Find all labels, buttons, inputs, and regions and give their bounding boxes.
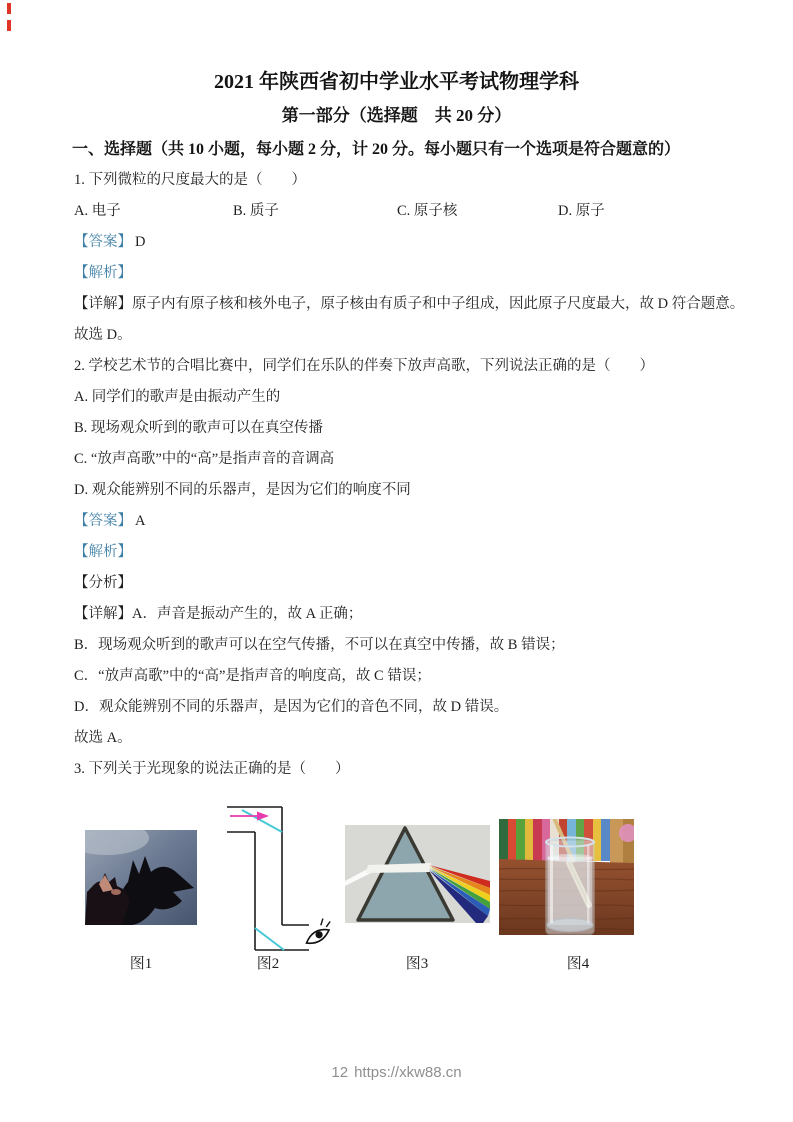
q1-option-d: D. 原子 [558, 203, 605, 219]
light-arrow [230, 812, 269, 821]
periscope-diagram [226, 804, 332, 954]
analysis-label: 【解析】 [74, 544, 132, 560]
section-heading: 一、选择题（共 10 小题，每小题 2 分，计 20 分。每小题只有一个选项是符合题意的） [72, 141, 681, 158]
part-heading: 第一部分（选择题 共 20 分） [281, 106, 512, 125]
chopstick-in-water-photo [499, 819, 634, 935]
mirror-lines [242, 810, 284, 950]
figure3-caption: 图3 [405, 956, 429, 972]
figure4-caption: 图4 [566, 956, 590, 972]
q2-detail-d: D．观众能辨别不同的乐器声，是因为它们的音色不同，故 D 错误。 [74, 699, 509, 715]
q2-answer-line [74, 506, 751, 537]
q3-stem: 3. 下列关于光现象的说法正确的是（ ） [74, 761, 350, 777]
q2-option-d: D. 观众能辨别不同的乐器声，是因为它们的响度不同 [74, 482, 411, 498]
figure2-caption: 图2 [256, 956, 280, 972]
document-body [0, 165, 793, 785]
page-title: 2021 年陕西省初中学业水平考试物理学科 [214, 71, 579, 93]
q2-analysis-line [74, 537, 751, 568]
q1-option-c: C. 原子核 [397, 203, 458, 219]
q2-stem: 2. 学校艺术节的合唱比赛中，同学们在乐队的伴奏下放声高歌，下列说法正确的是（ ） [74, 358, 654, 374]
q2-option-c: C. “放声高歌”中的“高”是指声音的音调高 [74, 451, 335, 467]
periscope-image [226, 804, 332, 954]
page-footer [0, 1063, 793, 1083]
q2-conclusion: 故选 A。 [74, 730, 132, 746]
q1-options-row [74, 196, 751, 227]
red-stamp-icon [7, 20, 11, 31]
prism-image [345, 825, 490, 923]
q2-fenxi-line: 【分析】 [74, 575, 132, 591]
water-glass [546, 838, 594, 935]
q2-detail-b: B．现场观众听到的歌声可以在空气传播，不可以在真空中传播，故 B 错误； [74, 637, 565, 653]
answer-label: 【答案】 [74, 513, 132, 529]
q1-detail: 【详解】原子内有原子核和核外电子，原子核由有质子和中子组成，因此原子尺度最大，故 D 符合题意。 [74, 296, 745, 312]
footer-url: https://xkw88.cn [354, 1064, 462, 1081]
glass-image [499, 819, 634, 935]
q1-option-a: A. 电子 [74, 203, 121, 219]
figure1-caption: 图1 [129, 956, 153, 972]
analysis-label: 【解析】 [74, 265, 132, 281]
answer-label: 【答案】 [74, 234, 132, 250]
prism-dispersion-photo [345, 825, 490, 923]
q2-detail-a: 【详解】A．声音是振动产生的，故 A 正确； [74, 606, 363, 622]
eye-icon [300, 916, 332, 947]
page-number: 12 [331, 1064, 349, 1081]
q1-analysis-line [74, 258, 751, 289]
q2-detail-c: C．“放声高歌”中的“高”是指声音的响度高，故 C 错误； [74, 668, 431, 684]
q2-option-a: A. 同学们的歌声是由振动产生的 [74, 389, 281, 405]
q1-conclusion: 故选 D。 [74, 327, 132, 343]
q1-stem: 1. 下列微粒的尺度最大的是（ ） [74, 172, 306, 188]
q2-option-b: B. 现场观众听到的歌声可以在真空传播 [74, 420, 323, 436]
q1-answer-line [74, 227, 751, 258]
q1-option-b: B. 质子 [233, 203, 279, 219]
red-stamp-icon [7, 3, 11, 14]
q1-answer-value: D [135, 234, 146, 250]
hand-shadow-image [85, 830, 197, 925]
q3-figures-row [0, 785, 793, 985]
q2-answer-value: A [135, 513, 146, 529]
hand-shadow-photo [85, 830, 197, 925]
